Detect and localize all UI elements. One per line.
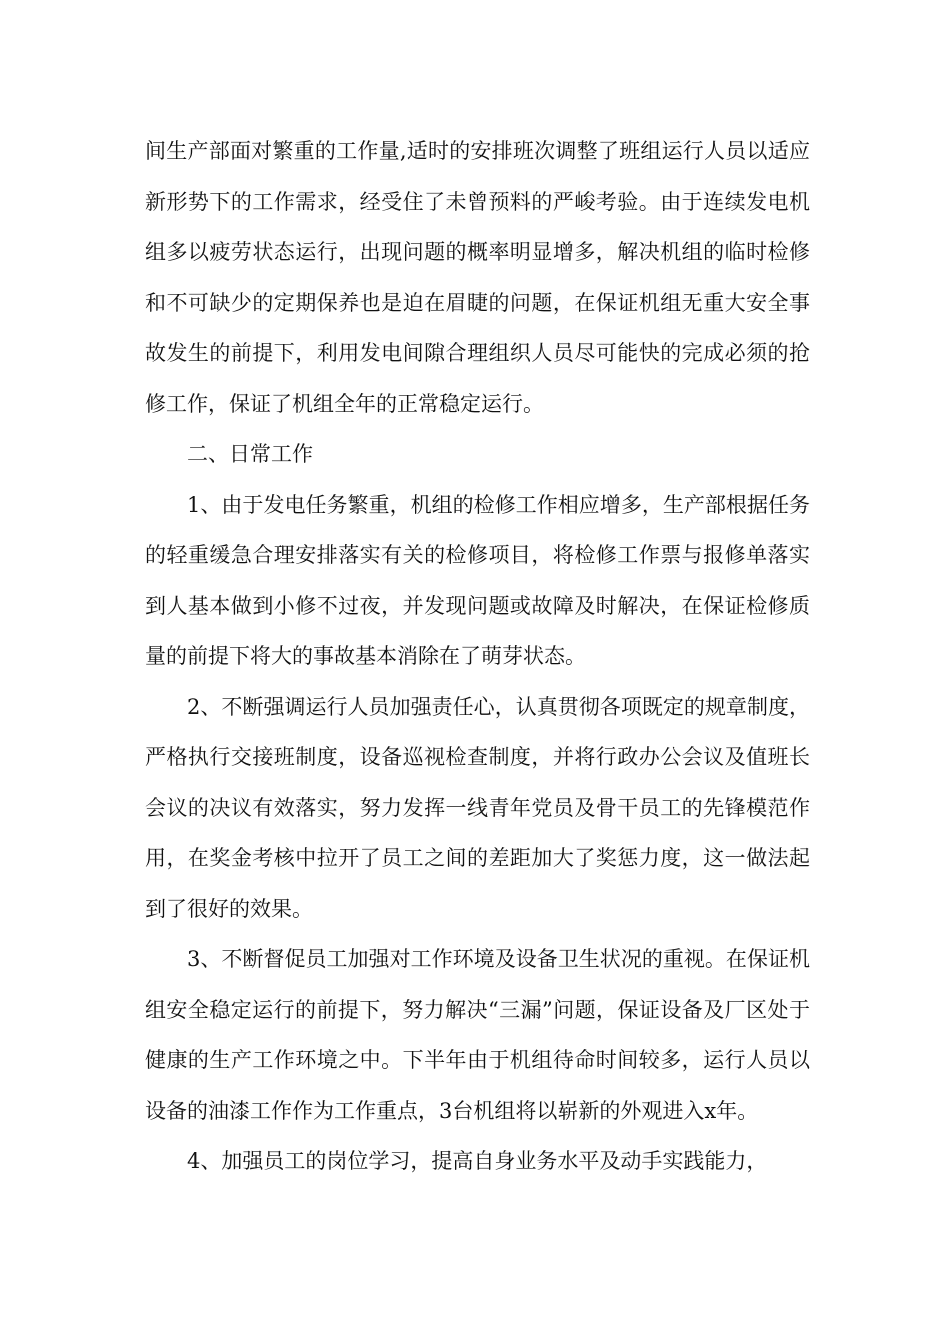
- section-heading: 二、日常工作: [187, 442, 313, 466]
- document-body: [145, 126, 810, 1187]
- paragraph-item-4: 4、加强员工的岗位学习，提高自身业务水平及动手实践能力，: [187, 1149, 768, 1173]
- paragraph-item-1: 1、由于发电任务繁重，机组的检修工作相应增多，生产部根据任务的轻重缓急合理安排落实有关的检修项目，将检修工作票与报修单落实到人基本做到小修不过夜，并发现问题或故障及时解决，在保证检修质量的前提下将大的事故基本消除在了萌芽状态。: [145, 492, 810, 668]
- paragraph-item-3: 3、不断督促员工加强对工作环境及设备卫生状况的重视。在保证机组安全稳定运行的前提下，努力解决“三漏”问题，保证设备及厂区处于健康的生产工作环境之中。下半年由于机组待命时间较多，运行人员以设备的油漆工作作为工作重点，3台机组将以崭新的外观进入x年。: [145, 947, 810, 1123]
- paragraph-item-2: 2、不断强调运行人员加强责任心，认真贯彻各项既定的规章制度，严格执行交接班制度，设备巡视检查制度，并将行政办公会议及值班长会议的决议有效落实，努力发挥一线青年党员及骨干员工的先锋模范作用，在奖金考核中拉开了员工之间的差距加大了奖惩力度，这一做法起到了很好的效果。: [145, 694, 810, 921]
- paragraph-continuation: 间生产部面对繁重的工作量,适时的安排班次调整了班组运行人员以适应新形势下的工作需求，经受住了未曾预料的严峻考验。由于连续发电机组多以疲劳状态运行，出现问题的概率明显增多，解决机组的临时检修和不可缺少的定期保养也是迫在眉睫的问题，在保证机组无重大安全事故发生的前提下，利用发电间隙合理组织人员尽可能快的完成必须的抢修工作，保证了机组全年的正常稳定运行。: [145, 139, 810, 416]
